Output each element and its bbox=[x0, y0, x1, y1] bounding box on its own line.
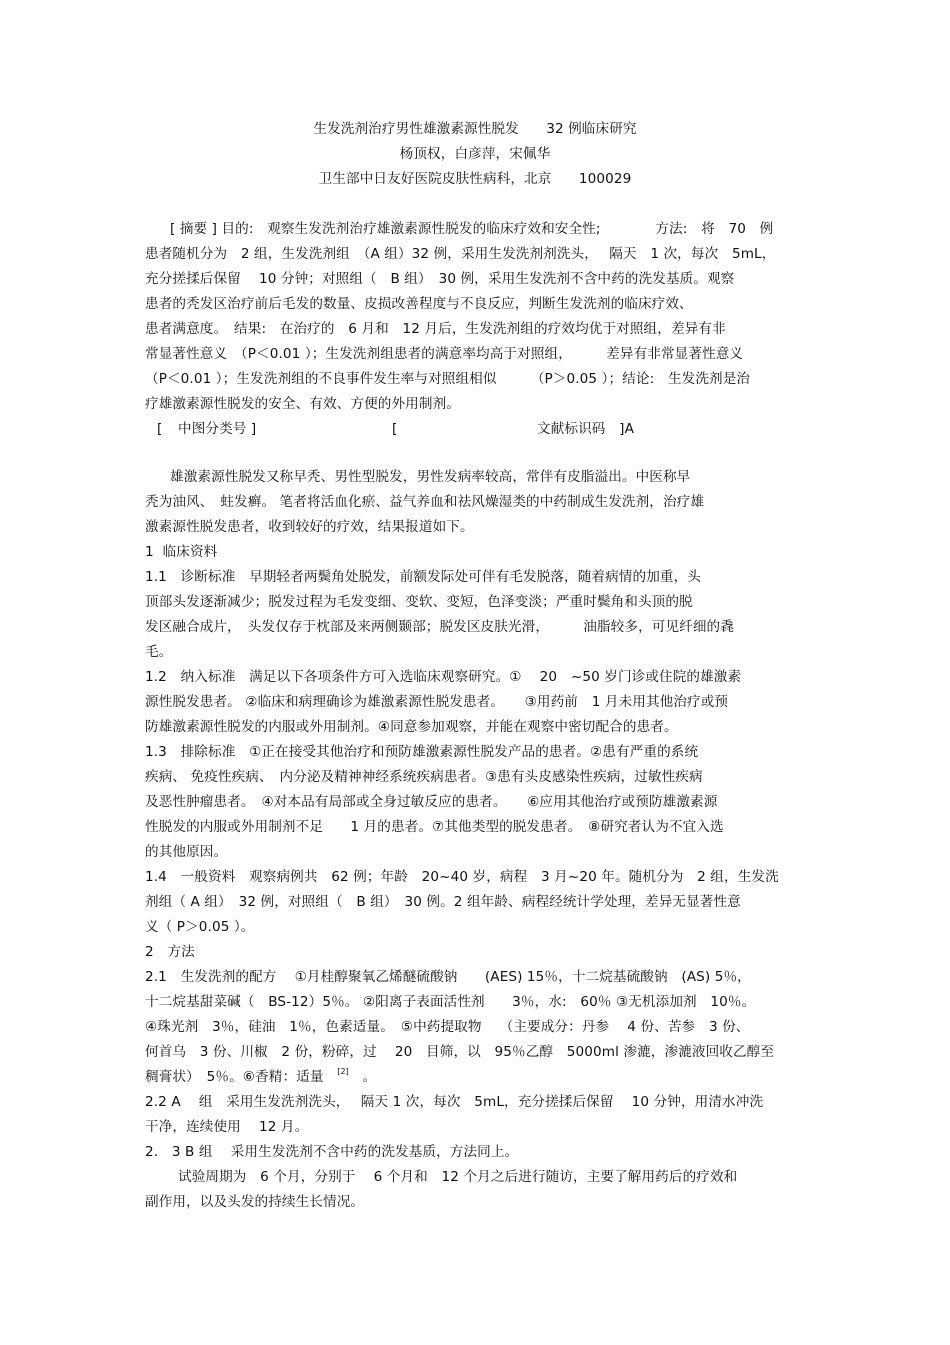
body-line-tail: 。 bbox=[348, 1069, 377, 1085]
body-line: 顶部头发逐渐减少；脱发过程为毛发变细、变软、变短，色泽变淡；严重时鬓角和头顶的脱 bbox=[145, 594, 693, 610]
clc-label: 中图分类号 ] bbox=[178, 421, 257, 437]
abstract-line: 疗雄激素源性脱发的安全、有效、方便的外用制剂。 bbox=[145, 396, 460, 412]
doc-code-label: 文献标识码 ]A bbox=[537, 421, 634, 437]
body-line: 1.3 排除标准 ①正在接受其他治疗和预防雄激素源性脱发产品的患者。②患有严重的系统 bbox=[145, 744, 699, 760]
paper-title: 生发洗剂治疗男性雄激素源性脱发 32 例临床研究 bbox=[313, 121, 637, 137]
body-line: 秃为油风、 蛀发癣。 笔者将活血化瘀、益气养血和祛风燥湿类的中药制成生发洗剂，治疗雄 bbox=[145, 494, 705, 510]
abstract-line: 常显著性意义 （P＜0.01 ）；生发洗剂组患者的满意率均高于对照组， 差异有非常显著性意义 bbox=[145, 346, 744, 362]
section-heading: 2 方法 bbox=[145, 944, 195, 960]
body-line: 的其他原因。 bbox=[145, 844, 228, 860]
body-line: 毛。 bbox=[145, 644, 173, 660]
body-line: 1.4 一般资料 观察病例共 62 例；年龄 20~40 岁，病程 3 月~20 年。随机分为 2 组，生发洗 bbox=[145, 869, 779, 885]
body-line-text: 稠膏状） 5％。⑥香精：适量 bbox=[145, 1069, 338, 1085]
body-line: 试验周期为 6 个月，分别于 6 个月和 12 个月之后进行随访，主要了解用药后的疗效和 bbox=[178, 1169, 738, 1185]
body-line: 源性脱发患者。 ②临床和病理确诊为雄激素源性脱发患者。 ③用药前 1 月未用其他治疗或预 bbox=[145, 694, 729, 710]
doc-code-bracket: [ bbox=[392, 421, 398, 437]
body-line bbox=[145, 1068, 376, 1088]
body-line: 1.2 纳入标准 满足以下各项条件方可入选临床观察研究。① 20 ~50 岁门诊或住院的雄激素 bbox=[145, 669, 742, 685]
authors: 杨顶权，白彦萍，宋佩华 bbox=[399, 146, 551, 162]
clc-bracket: [ bbox=[157, 421, 163, 437]
reference-marker: [2] bbox=[337, 1067, 349, 1076]
abstract-line: [ 摘要 ] 目的: 观察生发洗剂治疗雄激素源性脱发的临床疗效和安全性; 方法: 将 70 例 bbox=[170, 221, 774, 237]
abstract-line: 患者满意度。 结果: 在治疗的 6 月和 12 月后，生发洗剂组的疗效均优于对照组，差异有非 bbox=[145, 321, 726, 337]
body-line: 副作用，以及头发的持续生长情况。 bbox=[145, 1194, 365, 1210]
body-line: 何首乌 3 份、川椒 2 份，粉碎，过 20 目筛，以 95％乙醇 5000ml 渗漉，渗漉液回收乙醇至 bbox=[145, 1044, 775, 1060]
body-line: 义（ P＞0.05 ）。 bbox=[145, 919, 255, 935]
body-line: 2.2 A 组 采用生发洗剂洗头， 隔天 1 次，每次 5mL，充分搓揉后保留 10 分钟，用清水冲洗 bbox=[145, 1094, 764, 1110]
abstract-line: （P＜0.01 ）；生发洗剂组的不良事件发生率与对照组相似 （P＞0.05 ）；结论: 生发洗剂是治 bbox=[145, 371, 751, 387]
body-line: 2.1 生发洗剂的配方 ①月桂醇聚氧乙烯醚硫酸钠 (AES) 15％，十二烷基硫酸钠 (AS) 5％， bbox=[145, 969, 751, 985]
section-heading: 1 临床资料 bbox=[145, 544, 218, 560]
body-line: 发区融合成片， 头发仅存于枕部及来两侧颞部；脱发区皮肤光滑， 油脂较多，可见纤细的毳 bbox=[145, 619, 734, 635]
body-line: 剂组（ A 组） 32 例，对照组（ B 组） 30 例。2 组年龄、病程经统计学处理，差异无显著性意 bbox=[145, 894, 741, 910]
abstract-line: 充分搓揉后保留 10 分钟；对照组（ B 组） 30 例，采用生发洗剂不含中药的洗发基质。观察 bbox=[145, 271, 735, 287]
body-line: 防雄激素源性脱发的内服或外用制剂。④同意参加观察，并能在观察中密切配合的患者。 bbox=[145, 719, 678, 735]
body-line: 1.1 诊断标准 早期轻者两鬓角处脱发，前额发际处可伴有毛发脱落，随着病情的加重，头 bbox=[145, 569, 701, 585]
body-line: 干净，连续使用 12 月。 bbox=[145, 1119, 309, 1135]
body-line: 雄激素源性脱发又称早秃、男性型脱发，男性发病率较高，常伴有皮脂溢出。中医称早 bbox=[170, 469, 691, 485]
body-line: 及恶性肿瘤患者。 ④对本品有局部或全身过敏反应的患者。 ⑥应用其他治疗或预防雄激素源 bbox=[145, 794, 718, 810]
abstract-line: 患者随机分为 2 组，生发洗剂组 （A 组）32 例，采用生发洗剂剂洗头， 隔天 1 次，每次 5mL， bbox=[145, 246, 776, 262]
body-line: 2. 3 B 组 采用生发洗剂不含中药的洗发基质，方法同上。 bbox=[145, 1144, 519, 1160]
body-line: 疾病、 免疫性疾病、 内分泌及精神神经系统疾病患者。③患有头皮感染性疾病，过敏性疾病 bbox=[145, 769, 703, 785]
body-line: 激素源性脱发患者，收到较好的疗效，结果报道如下。 bbox=[145, 519, 474, 535]
body-line: 性脱发的内服或外用制剂不足 1 月的患者。⑦其他类型的脱发患者。 ⑧研究者认为不宜入选 bbox=[145, 819, 724, 835]
body-line: ④珠光剂 3％，硅油 1％，色素适量。 ⑤中药提取物 （主要成分：丹参 4 份、苦参 3 份、 bbox=[145, 1019, 750, 1035]
abstract-line: 患者的秃发区治疗前后毛发的数量、皮损改善程度与不良反应，判断生发洗剂的临床疗效、 bbox=[145, 296, 693, 312]
affiliation: 卫生部中日友好医院皮肤性病科，北京 100029 bbox=[318, 171, 632, 187]
body-line: 十二烷基甜菜碱（ BS-12）5％。 ②阳离子表面活性剂 3％，水: 60％ ③无机添加剂 10％。 bbox=[145, 994, 756, 1010]
